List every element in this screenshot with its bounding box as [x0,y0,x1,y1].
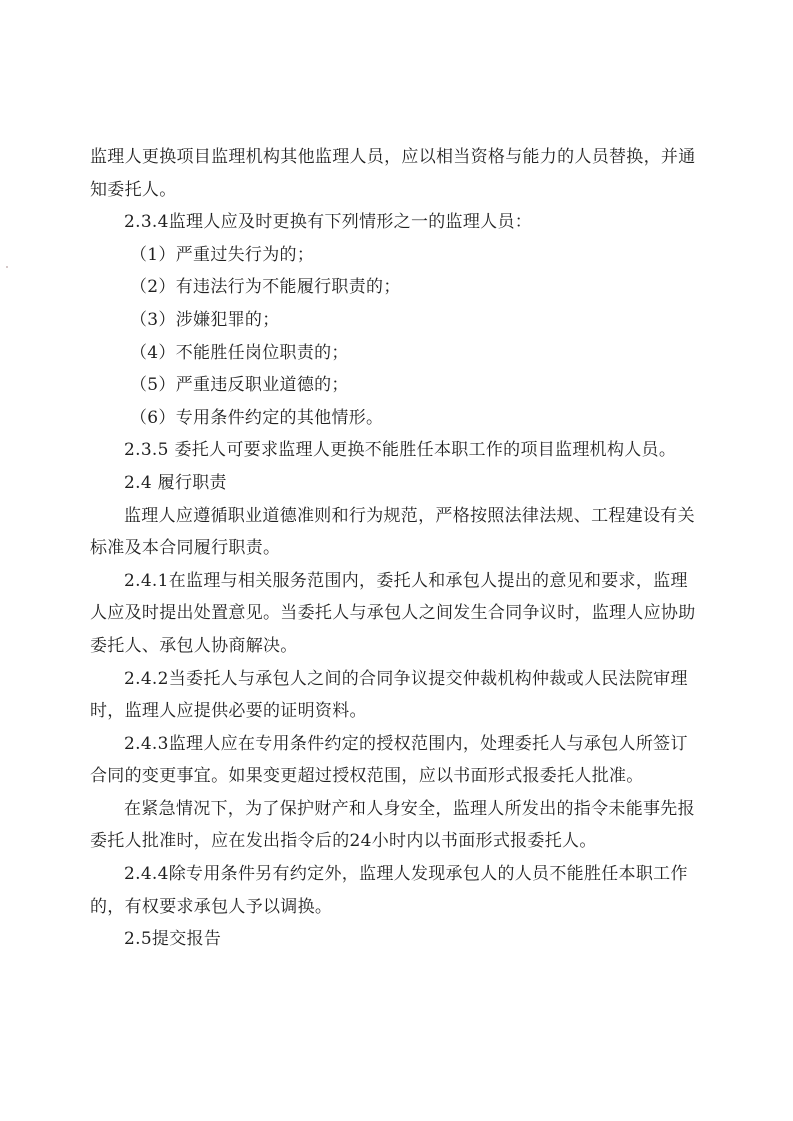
text-line: 的，有权要求承包人予以调换。 [90,896,333,917]
document-body [90,141,710,956]
section-heading-2-4: 2.4 履行职责 [124,472,227,493]
clause-2-4-3: 2.4.3监理人应在专用条件约定的授权范围内，处理委托人与承包人所签订 [124,733,688,754]
text-line: 监理人更换项目监理机构其他监理人员，应以相当资格与能力的人员替换，并通 [90,147,696,167]
text-line: 委托人批准时，应在发出指令后的24小时内以书面形式报委托人。 [90,831,597,852]
text-line: 监理人应遵循职业道德准则和行为规范，严格按照法律法规、工程建设有关 [124,505,695,526]
list-item: （5）严重违反职业道德的； [130,375,349,396]
list-item: （3）涉嫌犯罪的； [130,309,280,330]
text-line: 在紧急情况下，为了保护财产和人身安全，监理人所发出的指令未能事先报 [124,798,695,819]
text-line: 人应及时提出处置意见。当委托人与承包人之间发生合同争议时，监理人应协助 [90,603,696,624]
list-item: （6）专用条件约定的其他情形。 [130,407,384,428]
clause-2-3-4: 2.3.4监理人应及时更换有下列情形之一的监理人员： [124,212,533,233]
list-item: （1）严重过失行为的； [130,244,315,265]
section-heading-2-5: 2.5提交报告 [124,929,222,950]
scan-speck [6,266,8,268]
clause-2-4-1: 2.4.1在监理与相关服务范围内，委托人和承包人提出的意见和要求，监理 [124,570,688,591]
list-item: （2）有违法行为不能履行职责的； [130,277,401,298]
clause-2-3-5: 2.3.5 委托人可要求监理人更换不能胜任本职工作的项目监理机构人员。 [124,440,677,461]
text-line: 知委托人。 [90,179,177,200]
clause-2-4-2: 2.4.2当委托人与承包人之间的合同争议提交仲裁机构仲裁或人民法院审理 [124,668,688,689]
list-item: （4）不能胜任岗位职责的； [130,342,349,363]
text-line: 时，监理人应提供必要的证明资料。 [90,701,367,722]
text-line: 委托人、承包人协商解决。 [90,635,298,656]
text-line: 标准及本合同履行职责。 [90,538,281,559]
text-line: 合同的变更事宜。如果变更超过授权范围，应以书面形式报委托人批准。 [90,766,644,787]
clause-2-4-4: 2.4.4除专用条件另有约定外，监理人发现承包人的人员不能胜任本职工作 [124,864,688,885]
